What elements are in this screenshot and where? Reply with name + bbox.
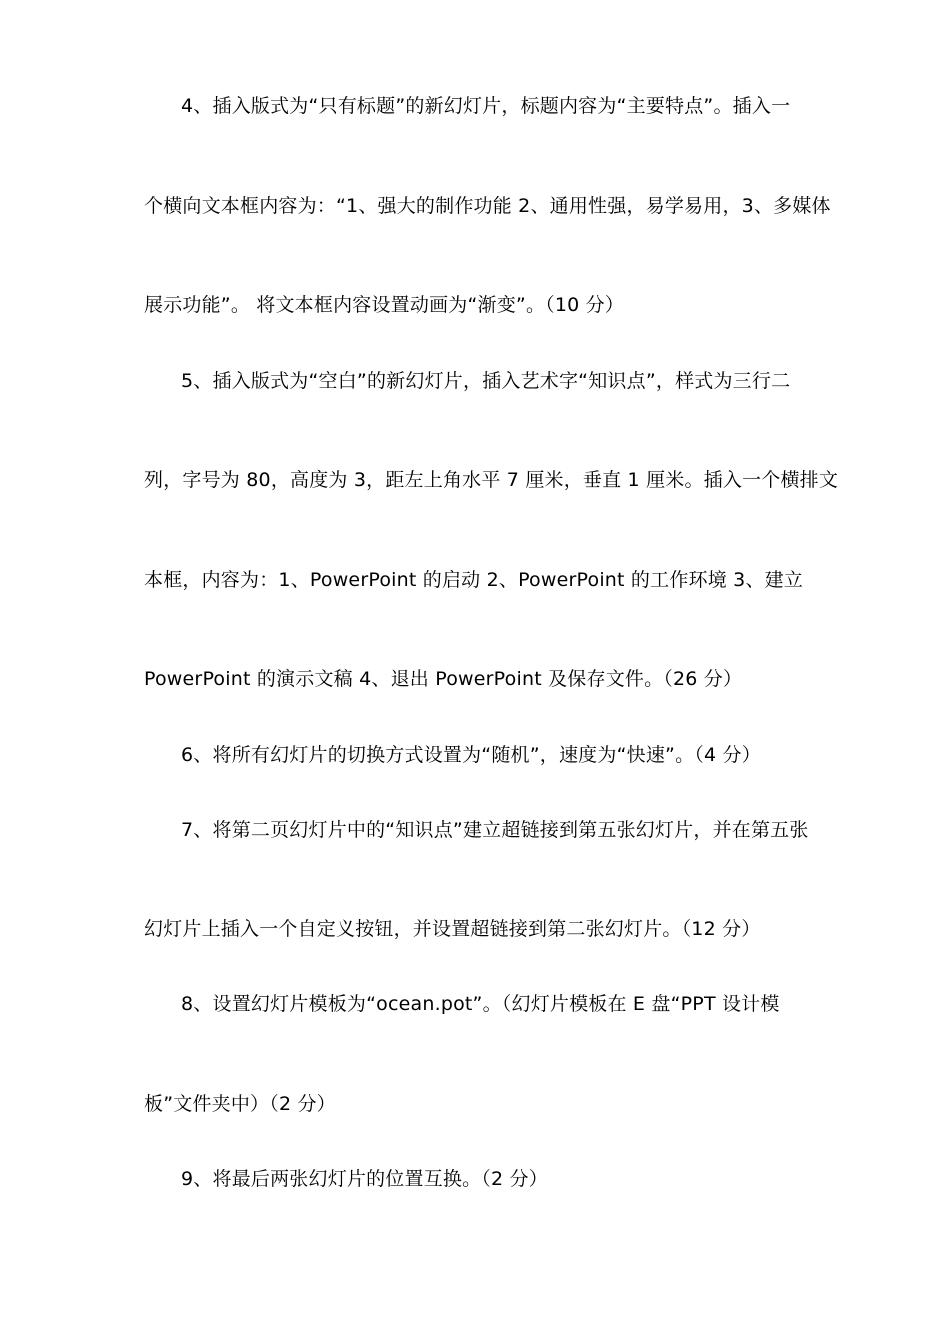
item-4-line-1: 4、插入版式为“只有标题”的新幻灯片，标题内容为“主要特点”。插入一 [181,95,791,117]
item-8-line-2: 板”文件夹中）（2 分） [144,1093,336,1115]
item-6-line-1: 6、将所有幻灯片的切换方式设置为“随机”，速度为“快速”。（4 分） [181,744,761,766]
item-7-line-2: 幻灯片上插入一个自定义按钮，并设置超链接到第二张幻灯片。（12 分） [144,918,761,940]
item-5-line-3: 本框，内容为：1、PowerPoint 的启动 2、PowerPoint 的工作环境 3、建立 [144,569,804,591]
item-4-line-2: 个横向文本框内容为：“1、强大的制作功能 2、通用性强，易学易用，3、多媒体 [144,195,831,217]
item-5-line-1: 5、插入版式为“空白”的新幻灯片，插入艺术字“知识点”，样式为三行二 [181,370,791,392]
item-7-line-1: 7、将第二页幻灯片中的“知识点”建立超链接到第五张幻灯片，并在第五张 [181,819,809,841]
item-5-line-4: PowerPoint 的演示文稿 4、退出 PowerPoint 及保存文件。（26 分） [144,668,743,690]
item-4-line-3: 展示功能”。 将文本框内容设置动画为“渐变”。（10 分） [144,294,625,316]
item-8-line-1: 8、设置幻灯片模板为“ocean.pot”。（幻灯片模板在 E 盘“PPT 设计模 [181,993,780,1015]
item-5-line-2: 列，字号为 80，高度为 3，距左上角水平 7 厘米，垂直 1 厘米。插入一个横排文 [144,469,839,491]
item-9-line-1: 9、将最后两张幻灯片的位置互换。（2 分） [181,1168,548,1190]
